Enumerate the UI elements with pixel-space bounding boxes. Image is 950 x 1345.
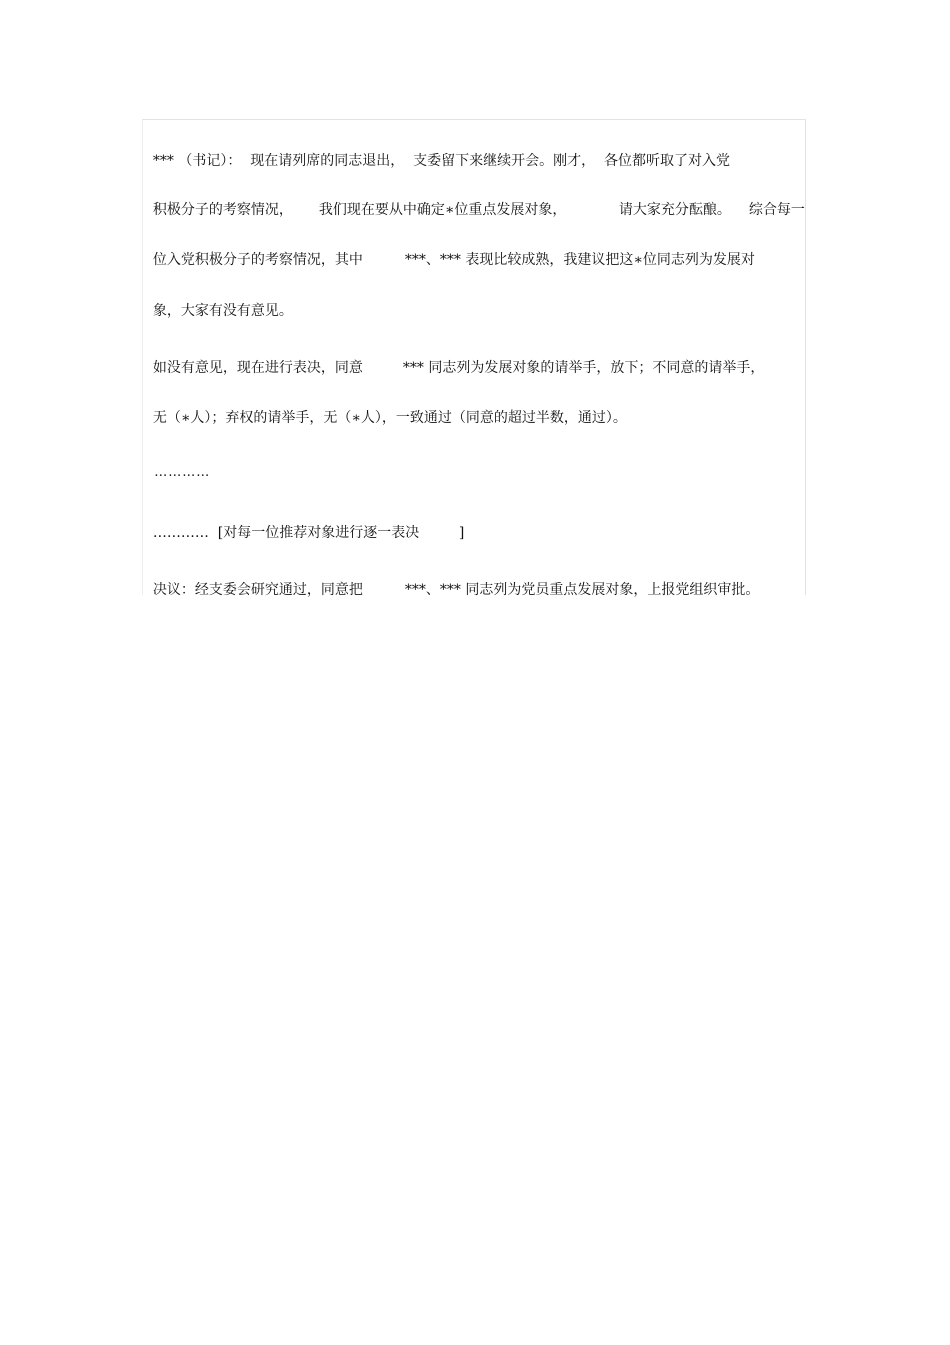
- text-segment: 无（∗人）；弃权的请举手，无（∗人），一致通过（同意的超过半数，通过）。: [152, 410, 627, 426]
- paragraph-line: [144, 284, 293, 320]
- text-segment: 我们现在要从中确定∗位重点发展对象，: [318, 202, 567, 218]
- text-segment: ***、*** 同志列为党员重点发展对象，上报党组织审批。: [404, 582, 760, 598]
- paragraph-line: [144, 134, 730, 170]
- paragraph-line: [144, 183, 805, 219]
- paragraph-line: [144, 506, 464, 542]
- ellipsis-line: [144, 446, 210, 482]
- text-segment: ………… [对每一位推荐对象进行逐一表决: [152, 525, 420, 541]
- text-segment: ***、*** 表现比较成熟，我建议把这∗位同志列为发展对: [404, 252, 755, 268]
- text-segment: 请大家充分酝酿。: [618, 202, 731, 218]
- text-segment: 如没有意见，现在进行表决，同意: [152, 360, 363, 376]
- text-segment: …………: [154, 465, 211, 480]
- text-segment: *** 同志列为发展对象的请举手，放下；不同意的请举手，: [402, 360, 765, 376]
- text-segment: 位入党积极分子的考察情况，其中: [152, 252, 363, 268]
- paragraph-line: [144, 391, 627, 427]
- text-segment: 积极分子的考察情况，: [152, 202, 293, 218]
- paragraph-line: [144, 233, 755, 269]
- paragraph-line: [144, 341, 764, 377]
- text-segment: *** （书记）： 现在请列席的同志退出， 支委留下来继续开会。刚才， 各位都听取了对入党: [152, 153, 731, 169]
- text-segment: 象，大家有没有意见。: [152, 303, 293, 319]
- text-segment: 决议：经支委会研究通过，同意把: [152, 582, 363, 598]
- text-segment: ]: [458, 525, 465, 541]
- resolution-line: [144, 563, 759, 599]
- text-segment: 综合每一: [748, 202, 805, 218]
